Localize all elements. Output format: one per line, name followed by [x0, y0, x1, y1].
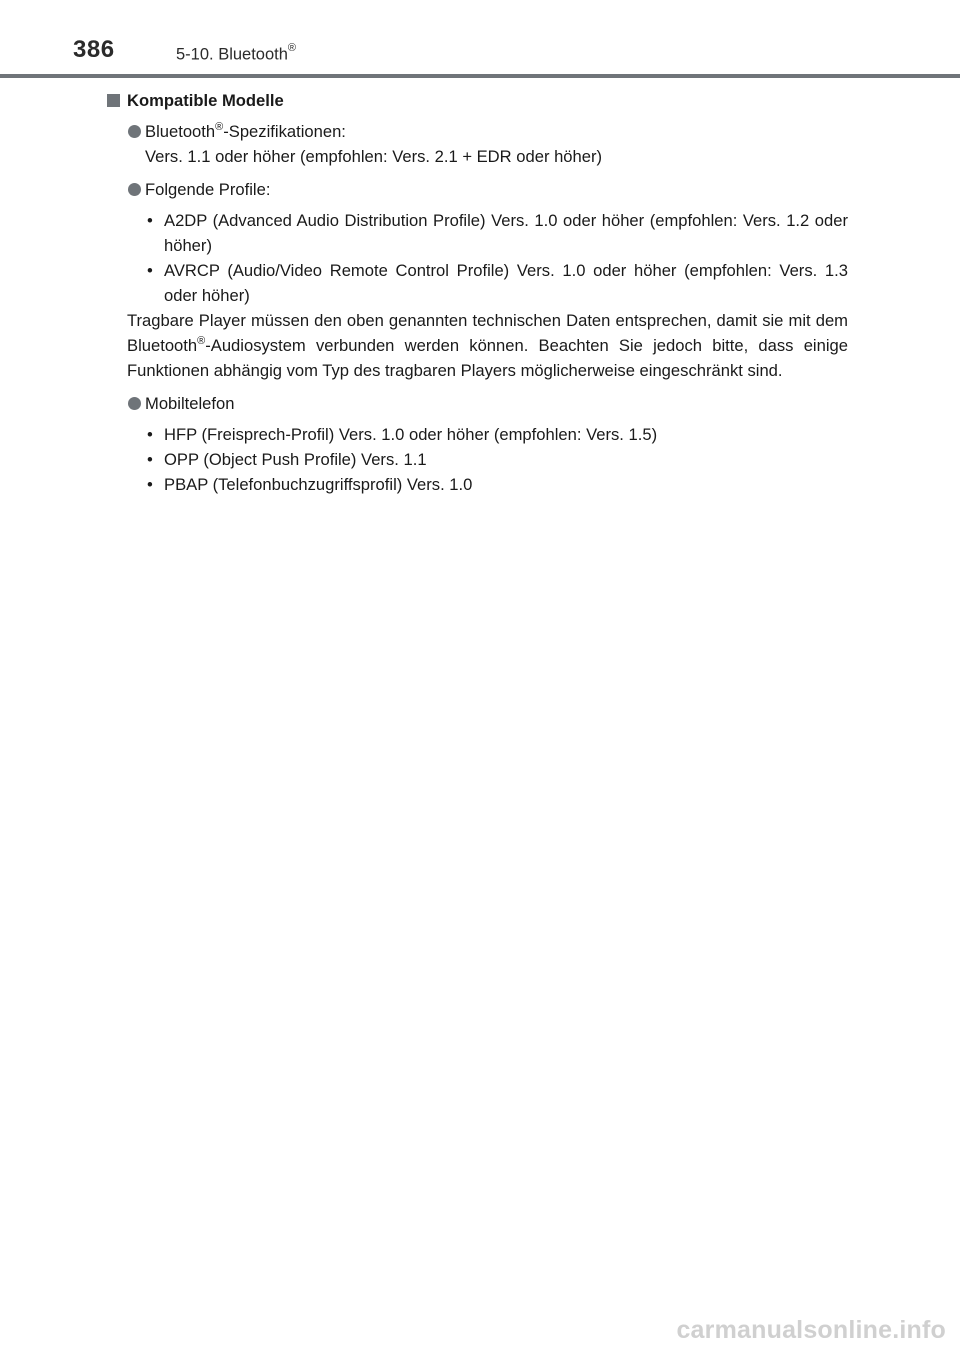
profiles-note-end: -Audiosystem verbunden werden können. Beachten Sie jedoch bitte, dass einige Funktionen abhängig vom Typ des tragbaren Players möglicherweise eingeschränkt sind. — [127, 336, 848, 380]
dot-bullet-icon: • — [147, 261, 153, 280]
profile-text: AVRCP (Audio/Video Remote Control Profile) Vers. 1.0 oder höher (empfohlen: Vers. 1.3 oder höher) — [164, 261, 848, 305]
circle-bullet-icon — [128, 183, 141, 196]
bluetooth-spec-detail: Vers. 1.1 oder höher (empfohlen: Vers. 2.1 + EDR oder höher) — [145, 147, 603, 166]
chapter-title — [176, 44, 296, 65]
page-number: 386 — [73, 36, 115, 63]
profiles-note — [107, 308, 848, 383]
mobile-list-item — [107, 447, 848, 472]
profile-list-item — [107, 208, 848, 258]
dot-bullet-icon: • — [147, 425, 153, 444]
square-bullet-icon — [107, 94, 120, 107]
mobile-profile-text: HFP (Freisprech-Profil) Vers. 1.0 oder höher (empfohlen: Vers. 1.5) — [164, 425, 658, 444]
circle-bullet-icon — [128, 125, 141, 138]
profiles-label: Folgende Profile: — [145, 180, 271, 199]
section-heading — [107, 88, 848, 113]
header-divider — [0, 74, 960, 78]
bluetooth-spec-label: Bluetooth — [145, 122, 216, 141]
watermark: carmanualsonline.info — [676, 1316, 946, 1344]
bluetooth-spec-item — [107, 119, 848, 169]
section-heading-text: Kompatible Modelle — [127, 91, 284, 110]
profile-text: A2DP (Advanced Audio Distribution Profile) Vers. 1.0 oder höher (empfohlen: Vers. 1.2 oder höher) — [164, 211, 848, 255]
registered-mark: ® — [215, 121, 224, 133]
profiles-item — [107, 177, 848, 202]
bluetooth-spec-label-suffix: -Spezifikationen: — [223, 122, 346, 141]
mobile-label: Mobiltelefon — [145, 394, 235, 413]
profile-list-item — [107, 258, 848, 308]
circle-bullet-icon — [128, 397, 141, 410]
mobile-profile-text: PBAP (Telefonbuchzugriffsprofil) Vers. 1.0 — [164, 475, 473, 494]
mobile-item — [107, 391, 848, 416]
registered-mark: ® — [287, 42, 297, 54]
chapter-title-text: 5-10. Bluetooth — [176, 45, 288, 64]
dot-bullet-icon: • — [147, 211, 153, 230]
main-content — [107, 88, 848, 497]
dot-bullet-icon: • — [147, 475, 153, 494]
mobile-list-item — [107, 472, 848, 497]
dot-bullet-icon: • — [147, 450, 153, 469]
profiles-note-start: Tragbare Player müssen den oben genannten technischen Daten entsprechen, damit sie mit dem Bluetooth — [127, 311, 848, 355]
registered-mark: ® — [197, 335, 206, 347]
mobile-list-item — [107, 422, 848, 447]
mobile-profile-text: OPP (Object Push Profile) Vers. 1.1 — [164, 450, 427, 469]
